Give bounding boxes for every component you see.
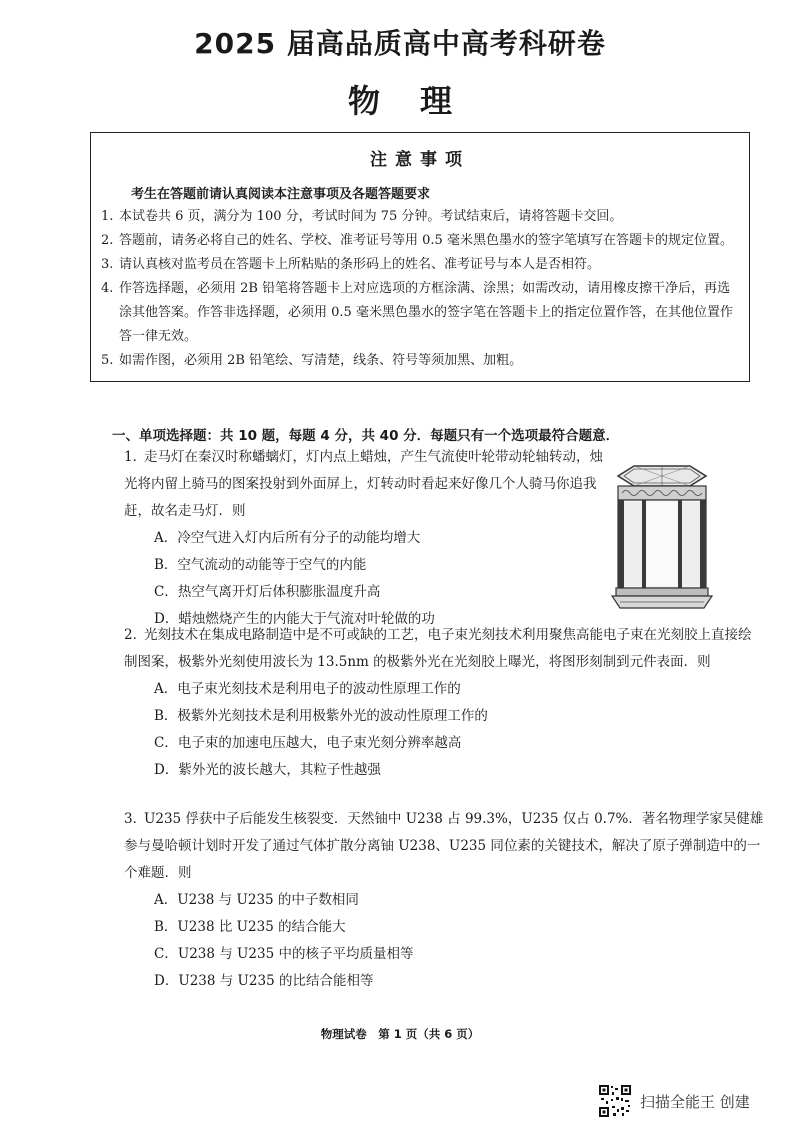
notice-box: [90, 132, 750, 382]
notice-item-text: 请认真核对监考员在答题卡上所粘贴的条形码上的姓名、准考证号与本人是否相符。: [119, 257, 601, 272]
notice-item-num: 1.: [101, 209, 114, 224]
notice-item: [91, 205, 751, 229]
question-stem-text: U235 俘获中子后能发生核裂变．天然铀中 U238 占 99.3%，U235 仅占 0.7%．著名物理学家吴健雄参与曼哈顿计划时开发了通过气体扩散分离铀 U238、U235 同位素的关键技术，解决了原子弹制造中的一个难题．则: [124, 811, 764, 881]
lantern-illustration: [604, 462, 720, 612]
option-d: D．蜡烛燃烧产生的内能大于气流对叶轮做的功: [154, 611, 435, 627]
option-c: C．电子束的加速电压越大，电子束光刻分辨率越高: [154, 735, 462, 751]
notice-item-num: 3.: [101, 257, 114, 272]
notice-item: [91, 277, 751, 349]
notice-item: [91, 253, 751, 277]
option-a: A．电子束光刻技术是利用电子的波动性原理工作的: [154, 681, 461, 697]
notice-item: [91, 349, 751, 373]
option-d: D．紫外光的波长越大，其粒子性越强: [154, 762, 381, 778]
option-a: A．U238 与 U235 的中子数相同: [154, 892, 359, 908]
option-c: C．U238 与 U235 中的核子平均质量相等: [154, 946, 414, 962]
notice-item-num: 5.: [101, 353, 114, 368]
notice-item-num: 4.: [101, 281, 114, 296]
option-b: B．空气流动的动能等于空气的内能: [154, 557, 367, 573]
question-3: [124, 806, 764, 995]
option-b: B．极紫外光刻技术是利用极紫外光的波动性原理工作的: [154, 708, 488, 724]
notice-title: 注意事项: [370, 150, 470, 170]
notice-item-num: 2.: [101, 233, 114, 248]
scanner-watermark: [598, 1084, 750, 1118]
subject-title: 物理: [347, 82, 492, 120]
section-heading: 一、单项选择题：共 10 题，每题 4 分，共 40 分．每题只有一个选项最符合题意．: [112, 428, 620, 444]
notice-item-text: 作答选择题，必须用 2B 铅笔将答题卡上对应选项的方框涂满、涂黑；如需改动，请用橡皮擦干净后，再选涂其他答案。作答非选择题，必须用 0.5 毫米黑色墨水的签字笔在答题卡上的指定位置作答，在其他位置作答一律无效。: [119, 281, 733, 344]
question-stem: [124, 806, 764, 887]
question-stem-text: 光刻技术在集成电路制造中是不可或缺的工艺，电子束光刻技术利用聚焦高能电子束在光刻胶上直接绘制图案，极紫外光刻使用波长为 13.5nm 的极紫外光在光刻胶上曝光，将图形刻制到元件表面．则: [124, 627, 752, 670]
notice-item-text: 如需作图，必须用 2B 铅笔绘、写清楚，线条、符号等须加黑、加粗。: [119, 353, 523, 368]
question-2: [124, 622, 764, 784]
exam-title: 2025 届高品质高中高考科研卷: [194, 27, 606, 60]
question-number: 3．: [124, 811, 147, 827]
question-stem: [124, 444, 604, 525]
option-d: D．U238 与 U235 的比结合能相等: [154, 973, 374, 989]
notice-list: [91, 205, 751, 373]
notice-lead: 考生在答题前请认真阅读本注意事项及各题答题要求: [131, 187, 431, 202]
option-b: B．U238 比 U235 的结合能大: [154, 919, 346, 935]
watermark-text: 扫描全能王 创建: [640, 1092, 750, 1111]
notice-item-text: 本试卷共 6 页，满分为 100 分，考试时间为 75 分钟。考试结束后，请将答题卡交回。: [119, 209, 623, 224]
notice-item: [91, 229, 751, 253]
question-1: [124, 444, 604, 633]
notice-item-text: 答题前，请务必将自己的姓名、学校、准考证号等用 0.5 毫米黑色墨水的签字笔填写在答题卡的规定位置。: [119, 233, 733, 248]
question-stem-text: 走马灯在秦汉时称蟠螭灯，灯内点上蜡烛，产生气流使叶轮带动轮轴转动，烛光将内留上骑马的图案投射到外面屏上，灯转动时看起来好像几个人骑马你追我赶，故名走马灯．则: [124, 449, 603, 519]
option-a: A．冷空气进入灯内后所有分子的动能均增大: [154, 530, 421, 546]
question-number: 1．: [124, 449, 147, 465]
qr-code-icon: [598, 1084, 632, 1118]
option-c: C．热空气离开灯后体积膨胀温度升高: [154, 584, 381, 600]
question-number: 2．: [124, 627, 147, 643]
page-footer: 物理试卷 第 1 页（共 6 页）: [320, 1027, 480, 1041]
question-stem: [124, 622, 764, 676]
